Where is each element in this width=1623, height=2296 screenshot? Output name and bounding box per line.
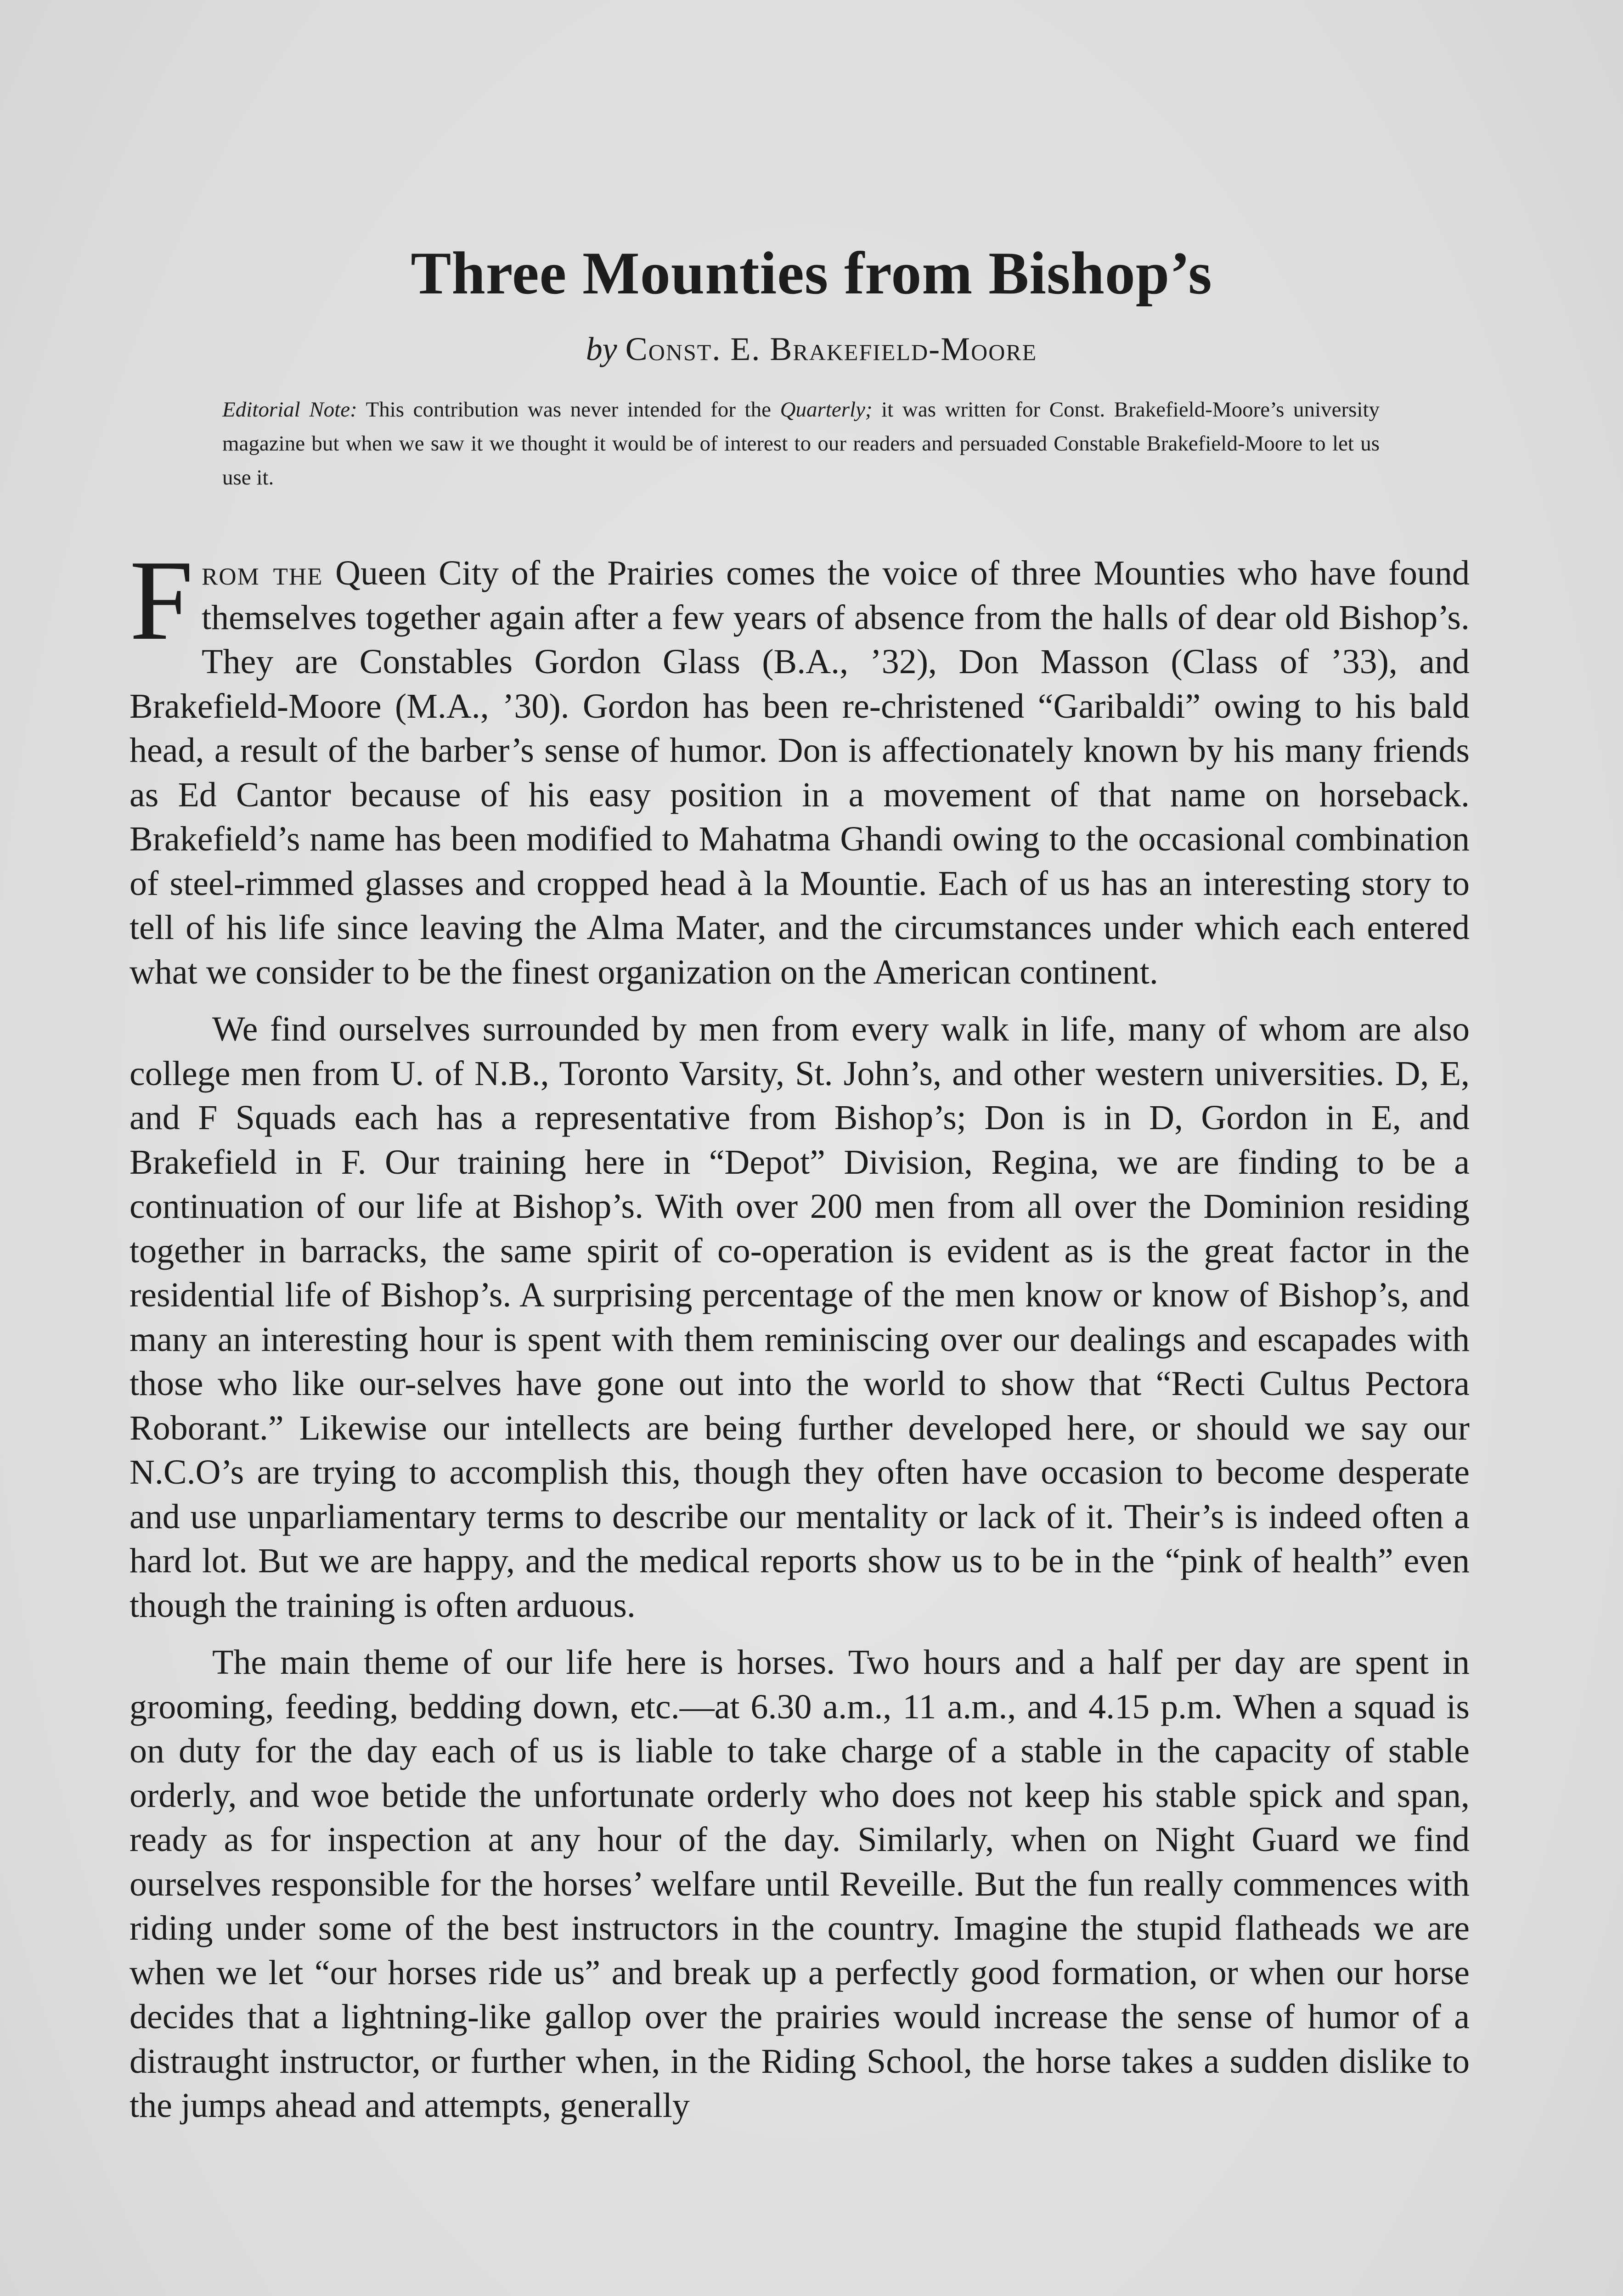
editorial-note-publication: Quarterly; (780, 398, 873, 422)
byline (0, 328, 1623, 370)
paragraph-2: We find ourselves surrounded by men from every walk in life, many of whom are also college men from U. of N.B., Toronto Varsity, St. John’s, and other western universities. D, E, and F Squads each has a representative from Bishop’s; Don is in D, Gordon in E, and Brakefield in F. Our training here in “Depot” Division, Regina, we are finding to be a continuation of our life at Bishop’s. With over 200 men from all over the Dominion residing together in barracks, the same spirit of co-operation is evident as is the great factor in the residential life of Bishop’s. A surprising percentage of the men know or know of Bishop’s, and many an interesting hour is spent with them reminiscing over our dealings and escapades with those who like our-selves have gone out into the world to show that “Recti Cultus Pectora Roborant.” Likewise our intellects are being further developed here, or should we say our N.C.O’s are trying to accomplish this, though they often have occasion to become desperate and use unparliamentary terms to describe our mentality or lack of it. Their’s is indeed often a hard lot. But we are happy, and the medical reports show us to be in the “pink of health” even though the training is often arduous. (130, 1010, 1470, 1625)
article-body (130, 537, 1470, 2141)
editorial-note-label: Editorial Note: (222, 398, 357, 422)
paragraph-3: The main theme of our life here is horses. Two hours and a half per day are spent in grooming, feeding, bedding down, etc.—at 6.30 a.m., 11 a.m., and 4.15 p.m. When a squad is on duty for the day each of us is liable to take charge of a stable in the capacity of stable orderly, and woe betide the unfortunate orderly who does not keep his stable spick and span, ready as for inspection at any hour of the day. Similarly, when on Night Guard we find ourselves responsible for the horses’ welfare until Reveille. But the fun really commences with riding under some of the best instructors in the country. Imagine the stupid flatheads we are when we let “our horses ride us” and break up a perfectly good formation, or when our horse decides that a lightning-like gallop over the prairies would increase the sense of humor of a distraught instructor, or further when, in the Riding School, the horse takes a sudden dislike to the jumps ahead and attempts, generally (130, 1643, 1470, 2125)
editorial-note-text-1: This contribution was never intended for the (357, 398, 780, 422)
paragraph-1 (130, 537, 1470, 994)
byline-by: by (586, 331, 617, 367)
drop-cap: F (130, 537, 194, 664)
paragraph-1-text: Queen City of the Prairies comes the voice of three Mounties who have found themselves together again after a few years of absence from the halls of dear old Bishop’s. They are Constables Gordon Glass (B.A., ’32), Don Masson (Class of ’33), and Brakefield-Moore (M.A., ’30). Gordon has been re-christened “Garibaldi” owing to his bald head, a result of the barber’s sense of humor. Don is affectionately known by his many friends as Ed Cantor because of his easy position in a movement of that name on horseback. Brakefield’s name has been modified to Mahatma Ghandi owing to the occasional combination of steel-rimmed glasses and cropped head à la Mountie. Each of us has an interesting story to tell of his life since leaving the Alma Mater, and the circumstances under which each entered what we consider to be the finest organization on the American continent. (130, 554, 1470, 991)
article-title: Three Mounties from Bishop’s (411, 239, 1212, 307)
paragraph-1-opening: rom the (202, 554, 323, 592)
editorial-note-text-2: it was written for Const. Brakefield-Moore’s university magazine but when we saw it we thought it would be of interest to our readers and persuaded Constable Brakefield-Moore to let us use it. (222, 398, 1380, 490)
byline-author: Const. E. Brakefield-Moore (625, 331, 1037, 367)
editorial-note (222, 393, 1380, 495)
